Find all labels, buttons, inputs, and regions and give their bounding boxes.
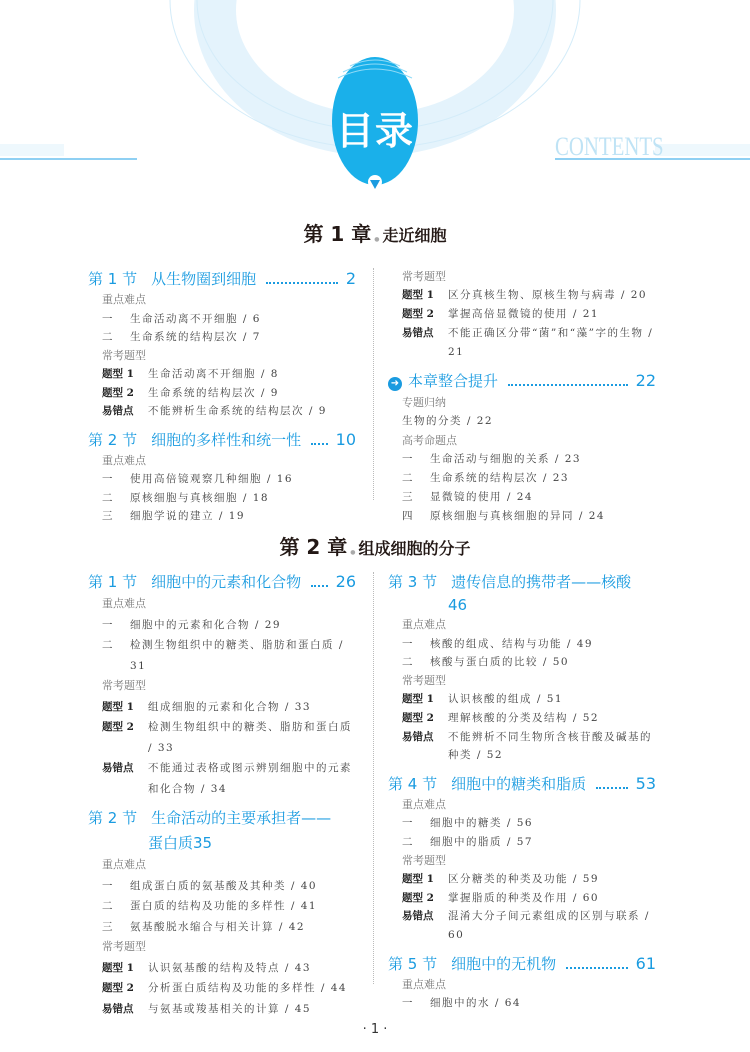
item-marker: 一 [402,817,414,830]
toc-item[interactable] [388,286,656,305]
item-marker: 四 [402,510,414,522]
toc-item[interactable] [88,507,356,526]
group-label: 重点难点 [102,597,146,610]
item-marker: 一 [402,997,414,1010]
section-entry[interactable] [88,429,356,450]
arrow-right-circle-icon: ➜ [388,377,402,391]
item-marker: 一 [402,453,414,465]
group-label: 常考题型 [402,853,446,867]
section-title-continued[interactable] [388,596,656,614]
item-text: 组成细胞的元素和化合物 / 33 [148,700,312,713]
item-text: 原核细胞与真核细胞 / 18 [130,491,270,504]
section-label-continued: 蛋白质 [148,834,194,852]
item-marker: 题型 1 [402,873,434,886]
item-marker: 易错点 [102,405,134,417]
section-title[interactable] [88,807,356,828]
toc-item[interactable] [88,896,356,917]
item-text: 细胞中的水 / 64 [430,997,522,1010]
item-marker: 二 [102,900,114,912]
dot-leader [566,967,628,969]
item-marker: 一 [402,637,414,650]
item-marker: 一 [102,879,114,892]
item-text: 组成蛋白质的氨基酸及其种类 / 40 [130,879,318,892]
item-marker: 题型 2 [102,982,134,994]
section-number: 第 3 节 [388,573,438,591]
item-marker: 二 [102,639,114,651]
item-text: 生命活动离不开细胞 / 8 [148,368,279,380]
toc-item[interactable] [388,635,656,654]
section-label: 从生物圈到细胞 [151,270,257,288]
item-text: 生物的分类 / 22 [402,415,494,427]
item-marker: 二 [402,835,414,848]
item-marker: 题型 1 [402,693,434,706]
toc-item[interactable] [88,876,356,897]
section-label: 细胞的多样性和统一性 [151,430,302,449]
item-marker: 易错点 [402,327,434,339]
toc-item[interactable] [388,305,656,324]
item-text: 认识氨基酸的结构及特点 / 43 [148,961,312,974]
item-marker: 题型 1 [102,961,134,974]
item-text: 生命活动与细胞的关系 / 23 [430,453,582,465]
toc-item[interactable] [388,488,656,507]
toc-item[interactable] [388,450,656,469]
item-text: 与氨基或羧基相关的计算 / 45 [148,1002,312,1015]
dot-leader [266,282,338,284]
section-title[interactable] [388,773,656,794]
item-marker: 易错点 [102,762,134,774]
toc-item[interactable] [388,833,656,852]
decor-band-left [0,144,64,156]
item-text: 显微镜的使用 / 24 [430,491,534,503]
item-marker: 三 [402,491,414,503]
group-label: 常考题型 [102,348,146,362]
section-entry[interactable] [388,571,656,614]
section-entry[interactable] [88,571,356,592]
item-text: 不能正确区分带“菌”和“藻”字的生物 / 21 [448,327,654,358]
item-text: 生命系统的结构层次 / 7 [130,331,261,343]
section-entry[interactable] [88,807,356,853]
item-text: 生命活动离不开细胞 / 6 [130,312,261,325]
group-label: 常考题型 [102,679,146,692]
item-text: 掌握高倍显微镜的使用 / 21 [448,308,600,320]
chapter-1-right-column [388,267,656,526]
dot-leader [508,384,628,386]
section-label: 生命活动的主要承担者—— [151,809,332,827]
item-marker: 三 [102,510,114,522]
section-number: 第 1 节 [88,270,138,288]
toc-item[interactable] [88,470,356,489]
toc-item[interactable] [388,728,656,765]
toc-item[interactable] [88,978,356,999]
dot-leader [311,585,328,587]
toc-item[interactable] [88,384,356,403]
toc-item[interactable] [388,324,656,362]
item-text: 不能辨析不同生物所含核苷酸及碱基的种类 / 52 [448,730,652,762]
toc-item[interactable] [388,709,656,728]
section-page: 2 [345,269,356,288]
section-page: 61 [635,953,656,973]
item-marker: 易错点 [402,730,434,743]
item-marker: 三 [102,920,114,933]
section-entry[interactable] [88,268,356,289]
group-label: 重点难点 [402,618,446,631]
toc-item[interactable] [88,489,356,508]
chapter-name: 组成细胞的分子 [358,539,471,558]
item-text: 掌握脂质的种类及作用 / 60 [448,891,600,904]
section-label: 遗传信息的携带者——核酸 [451,573,632,591]
item-marker: 题型 1 [102,368,134,380]
section-number: 第 4 节 [388,774,438,793]
group-label: 常考题型 [402,270,446,283]
section-label: 细胞中的无机物 [451,954,557,973]
item-marker: 二 [102,491,114,504]
item-text: 细胞学说的建立 / 19 [130,510,246,522]
item-text: 细胞中的元素和化合物 / 29 [130,618,282,631]
section-title[interactable] [388,953,656,974]
toc-item[interactable] [388,690,656,709]
item-marker: 二 [102,331,114,343]
section-page: 10 [335,429,356,449]
toc-item[interactable] [88,697,356,718]
group-label: 常考题型 [102,940,146,953]
chapter-heading [0,218,750,247]
group-label: 重点难点 [102,858,146,871]
item-marker: 一 [102,312,114,325]
group-label: 专题归纳 [402,396,446,409]
item-text: 细胞中的脂质 / 57 [430,835,534,848]
toc-item[interactable] [388,412,656,431]
section-entry[interactable] [388,953,656,974]
toc-item[interactable] [388,653,656,672]
section-page: 46 [448,596,468,614]
item-marker: 一 [102,618,114,631]
chapter-2-left-column [88,571,356,1019]
section-entry[interactable] [388,773,656,794]
toc-item[interactable] [88,958,356,979]
toc-item[interactable] [88,917,356,938]
item-text: 理解核酸的分类及结构 / 52 [448,711,600,724]
chapter-number: 第 2 章 [279,535,348,559]
toc-item[interactable] [388,870,656,889]
item-text: 检测生物组织中的糖类、脂肪和蛋白质 / 31 [130,639,344,672]
toc-item[interactable] [88,310,356,329]
toc-item[interactable] [388,507,656,526]
toc-item[interactable] [388,889,656,908]
item-text: 混淆大分子间元素组成的区别与联系 / 60 [448,910,650,941]
item-marker: 题型 2 [402,711,434,724]
chapter-name: 走近细胞 [382,226,447,245]
dot-leader [311,443,328,445]
item-text: 生命系统的结构层次 / 23 [430,472,570,484]
section-page: 35 [193,834,213,852]
item-marker: 题型 1 [402,289,434,301]
contents-word: CONTENTS [555,132,664,161]
toc-item[interactable] [88,717,356,758]
item-marker: 二 [402,656,414,669]
item-text: 核酸的组成、结构与功能 / 49 [430,637,594,650]
group-label: 重点难点 [402,977,446,991]
section-entry[interactable] [388,370,656,391]
decor-band-right [655,144,750,156]
item-text: 细胞中的糖类 / 56 [430,817,534,830]
section-label: 细胞中的元素和化合物 [151,573,302,591]
section-page: 22 [635,371,656,390]
section-title[interactable] [88,571,356,592]
section-number: 第 5 节 [388,954,438,973]
item-marker: 二 [402,472,414,484]
toc-item[interactable] [88,328,356,347]
item-text: 认识核酸的组成 / 51 [448,693,564,706]
item-text: 检测生物组织中的糖类、脂肪和蛋白质 / 33 [148,721,352,754]
group-label: 重点难点 [102,293,146,306]
item-text: 分析蛋白质结构及功能的多样性 / 44 [148,982,348,994]
toc-item[interactable] [88,615,356,636]
toc-item[interactable] [388,469,656,488]
toc-item[interactable] [88,635,356,676]
toc-item[interactable] [388,814,656,833]
toc-item[interactable] [88,758,356,799]
chapter-separator-icon: ● [374,236,380,243]
item-text: 区分糖类的种类及功能 / 59 [448,873,600,886]
section-page: 53 [635,773,656,793]
group-label: 高考命题点 [402,434,457,447]
column-divider [373,572,374,984]
section-number: 第 2 节 [88,809,138,827]
item-text: 核酸与蛋白质的比较 / 50 [430,656,570,669]
group-label: 重点难点 [402,797,446,811]
toc-item[interactable] [88,999,356,1020]
chapter-1-left-column [88,268,356,526]
section-title[interactable] [88,268,356,289]
column-divider [373,268,374,500]
item-text: 使用高倍镜观察几种细胞 / 16 [130,473,294,485]
item-text: 生命系统的结构层次 / 9 [148,386,279,399]
item-marker: 易错点 [402,910,434,923]
item-marker: 题型 2 [102,721,134,733]
section-label: 本章整合提升 [408,372,499,390]
section-title[interactable] [388,571,656,592]
chapter-separator-icon: ● [350,549,356,556]
item-text: 原核细胞与真核细胞的异同 / 24 [430,510,606,522]
item-text: 蛋白质的结构及功能的多样性 / 41 [130,900,318,912]
toc-item[interactable] [388,994,656,1013]
item-marker: 题型 2 [402,891,434,904]
section-number: 第 2 节 [88,430,138,449]
toc-item[interactable] [88,402,356,421]
chapter-heading [0,531,750,560]
item-marker: 题型 1 [102,700,134,713]
section-number: 第 1 节 [88,573,138,591]
item-marker: 易错点 [102,1002,134,1015]
toc-item[interactable] [388,907,656,944]
section-title-continued[interactable] [88,832,356,853]
item-text: 氨基酸脱水缩合与相关计算 / 42 [130,920,306,933]
group-label: 常考题型 [402,673,446,687]
section-title[interactable] [388,370,656,391]
chapter-2-right-column [388,571,656,1013]
toc-item[interactable] [88,365,356,384]
item-text: 不能通过表格或图示辨别细胞中的元素和化合物 / 34 [148,762,352,795]
page-title: 目录 [335,109,414,153]
section-label: 细胞中的糖类和脂质 [451,774,587,793]
chapter-number: 第 1 章 [303,222,372,246]
page-number: · 1 · [362,1022,388,1037]
group-label: 重点难点 [102,453,146,467]
dot-leader [596,787,628,789]
item-marker: 题型 2 [402,308,434,320]
section-title[interactable] [88,429,356,450]
item-text: 不能辨析生命系统的结构层次 / 9 [148,405,327,417]
item-marker: 一 [102,473,114,485]
item-text: 区分真核生物、原核生物与病毒 / 20 [448,289,648,301]
item-marker: 题型 2 [102,386,134,399]
section-page: 26 [335,572,356,591]
